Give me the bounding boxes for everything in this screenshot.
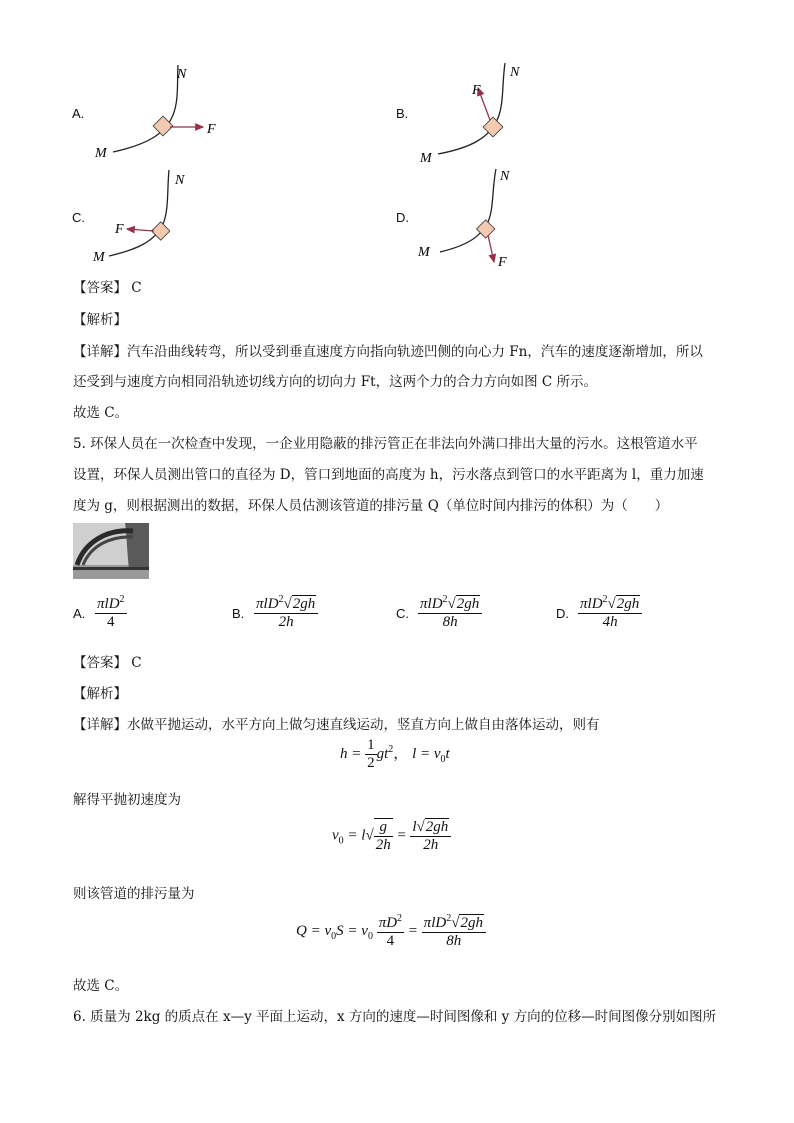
- q4-b-m-label: M: [420, 151, 432, 166]
- q5-pipe-photo: [73, 523, 149, 579]
- q6-stem-line-1: 6. 质量为 2kg 的质点在 x—y 平面上运动，x 方向的速度—时间图像和 y 方向的位移—时间图像分别如图所: [73, 1009, 717, 1025]
- q5-option-a-label: A.: [73, 606, 86, 621]
- q5-option-a-fraction: πlD$^2$ 4: [97, 594, 125, 630]
- q4-analysis-tag: [73, 308, 127, 328]
- q5-option-d-fraction: πlD$^2$√2gh 4h: [578, 594, 642, 631]
- answer-value: C: [131, 280, 142, 296]
- answer-tag: 【答案】: [73, 280, 127, 296]
- q5-option-b-label: B.: [232, 606, 245, 621]
- q4-detail-line-2: 还受到与速度方向相同沿轨迹切线方向的切向力 Ft，这两个力的合力方向如图 C 所示。: [73, 374, 597, 390]
- analysis-tag: 【解析】: [73, 312, 127, 328]
- detail-tag: 【详解】: [73, 717, 127, 733]
- q5-conclusion: 故选 C。: [73, 978, 129, 994]
- q4-option-d-label: D.: [396, 210, 409, 225]
- q5-equation-3: $Q = v_0S = v_0$ $\frac{\pi D^2}{4}$ = $\frac{\pi lD^2√2gh}{8h}$: [296, 913, 486, 950]
- q5-analysis-tag: [73, 682, 127, 702]
- q4-d-f-label: F: [498, 255, 507, 270]
- q4-answer: [73, 276, 142, 296]
- q5-answer: [73, 651, 142, 671]
- q4-figure-b: [410, 58, 560, 168]
- q4-a-m-label: M: [95, 146, 107, 161]
- q4-a-f-label: F: [207, 122, 216, 137]
- q5-stem-line-1: 5. 环保人员在一次检查中发现，一企业用隐蔽的排污管正在非法向外满口排出大量的污水。这根管道水平: [73, 436, 698, 452]
- answer-value: C: [131, 655, 142, 671]
- answer-tag: 【答案】: [73, 655, 127, 671]
- q4-figure-d: [410, 164, 540, 274]
- q5-equation-2: $v_0 = l√$ $\frac{g}{2h}$ = $\frac{l√2gh}{2h}$: [332, 818, 451, 854]
- q5-option-b-fraction: πlD$^2$√2gh 2h: [254, 594, 318, 631]
- q4-option-a-label: A.: [72, 106, 85, 121]
- q5-stem-line-2: 设置，环保人员测出管口的直径为 D，管口到地面的高度为 h，污水落点到管口的水平距离为 l，重力加速: [73, 467, 704, 483]
- q5-equation-1: h = $\frac{1}{2}$ $gt^2$， $l = v_0t$: [340, 737, 450, 771]
- q5-step-3: 则该管道的排污量为: [73, 886, 195, 902]
- q5-option-a-den: 4: [107, 614, 115, 630]
- q4-b-f-label: F: [472, 83, 481, 98]
- q4-c-m-label: M: [93, 250, 105, 265]
- q4-a-n-label: N: [177, 67, 187, 82]
- q4-detail-line-1: [73, 340, 703, 360]
- q5-stem-line-3: 度为 g，则根据测出的数据，环保人员估测该管道的排污量 Q（单位时间内排污的体积）为（ ）: [73, 498, 669, 514]
- q4-d-m-label: M: [418, 245, 430, 260]
- q5-detail: [73, 713, 600, 733]
- q4-b-n-label: N: [510, 65, 520, 80]
- q4-figure-c: [85, 166, 205, 266]
- q4-conclusion: 故选 C。: [73, 405, 129, 421]
- analysis-tag: 【解析】: [73, 686, 127, 702]
- q4-option-b-label: B.: [396, 106, 409, 121]
- q5-option-d-label: D.: [556, 606, 569, 621]
- q4-c-f-label: F: [115, 222, 124, 237]
- detail-text: 汽车沿曲线转弯，所以受到垂直速度方向指向轨迹凹侧的向心力 Fn，汽车的速度逐渐增加，所以: [127, 344, 703, 360]
- detail-text: 水做平抛运动，水平方向上做匀速直线运动，竖直方向上做自由落体运动，则有: [127, 717, 600, 733]
- q4-figure-a: [85, 60, 235, 165]
- q5-option-c-fraction: πlD$^2$√2gh 8h: [418, 594, 482, 631]
- detail-tag: 【详解】: [73, 344, 127, 360]
- q4-option-c-label: C.: [72, 210, 85, 225]
- q4-d-n-label: N: [500, 169, 510, 184]
- q5-step-2: 解得平抛初速度为: [73, 792, 181, 808]
- q4-c-n-label: N: [175, 173, 185, 188]
- q5-option-c-label: C.: [396, 606, 409, 621]
